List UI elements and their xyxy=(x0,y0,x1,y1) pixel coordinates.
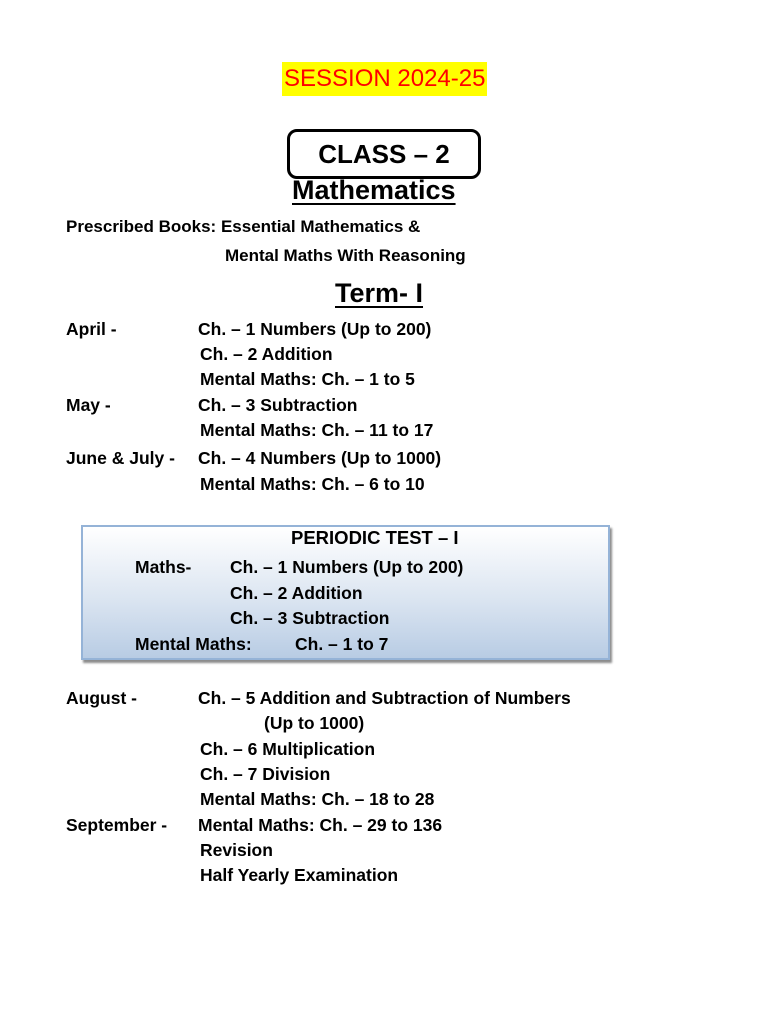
june-july-item: Mental Maths: Ch. – 6 to 10 xyxy=(200,474,425,494)
august-item: Ch. – 6 Multiplication xyxy=(200,739,376,759)
august-item: Mental Maths: Ch. – 18 to 28 xyxy=(200,789,435,809)
april-item: Ch. – 2 Addition xyxy=(200,344,333,364)
september-item: Revision xyxy=(200,840,273,860)
subject-title: Mathematics xyxy=(292,175,456,205)
month-april: April - xyxy=(66,319,117,339)
books-line-1: Prescribed Books: Essential Mathematics & xyxy=(66,217,421,236)
september-item: Half Yearly Examination xyxy=(200,865,399,885)
august-item: (Up to 1000) xyxy=(264,713,365,733)
periodic-test-maths-label: Maths- xyxy=(135,557,192,577)
periodic-test-title: PERIODIC TEST – I xyxy=(291,527,459,548)
books-line-2: Mental Maths With Reasoning xyxy=(225,246,466,265)
class-heading: CLASS – 2 xyxy=(287,129,481,179)
periodic-test-item: Ch. – 2 Addition xyxy=(230,583,363,603)
month-september: September - xyxy=(66,815,168,835)
month-may: May - xyxy=(66,395,111,415)
august-item: Ch. – 7 Division xyxy=(200,764,331,784)
month-august: August - xyxy=(66,688,137,708)
periodic-test-mental-value: Ch. – 1 to 7 xyxy=(295,634,389,654)
term-heading: Term- I xyxy=(335,278,424,308)
august-item: Ch. – 5 Addition and Subtraction of Numbers xyxy=(198,688,571,708)
may-item: Ch. – 3 Subtraction xyxy=(198,395,358,415)
periodic-test-mental-label: Mental Maths: xyxy=(135,634,252,654)
june-july-item: Ch. – 4 Numbers (Up to 1000) xyxy=(198,448,442,468)
session-title: SESSION 2024-25 xyxy=(282,62,487,96)
september-item: Mental Maths: Ch. – 29 to 136 xyxy=(198,815,443,835)
may-item: Mental Maths: Ch. – 11 to 17 xyxy=(200,420,434,440)
periodic-test-item: Ch. – 1 Numbers (Up to 200) xyxy=(230,557,464,577)
periodic-test-item: Ch. – 3 Subtraction xyxy=(230,608,390,628)
april-item: Mental Maths: Ch. – 1 to 5 xyxy=(200,369,415,389)
april-item: Ch. – 1 Numbers (Up to 200) xyxy=(198,319,432,339)
month-june-july: June & July - xyxy=(66,448,175,468)
